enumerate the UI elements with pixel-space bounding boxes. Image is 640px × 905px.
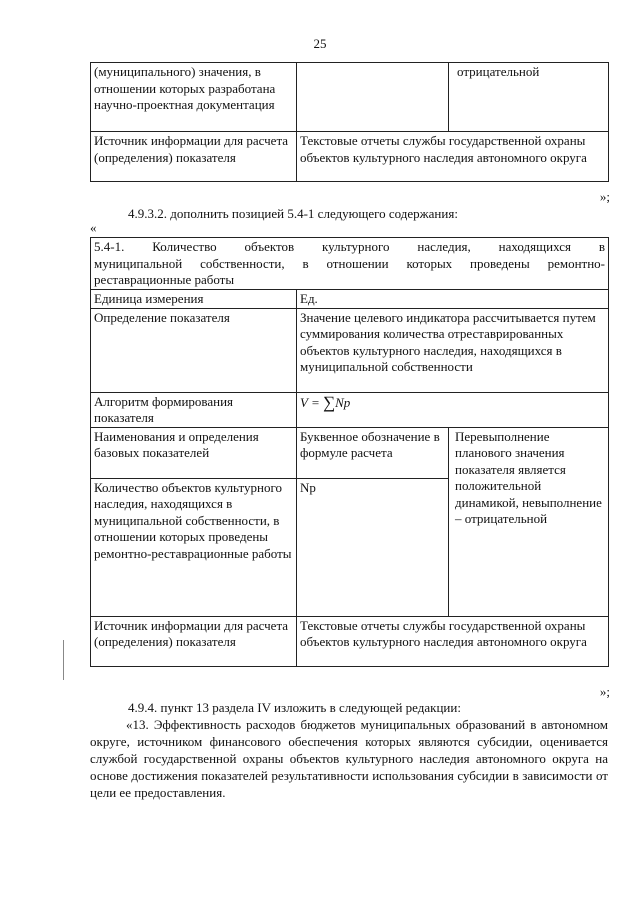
table-row: [91, 392, 609, 427]
table-cell: Ед.: [297, 290, 609, 309]
table-row: [91, 308, 609, 392]
amendment-4-9-3-2: 4.9.3.2. дополнить позицией 5.4-1 следующего содержания:: [128, 206, 458, 221]
indicator-title-rest: муниципальной собственности, в отношении которых проведены ремонтно-реставрационные работы: [94, 255, 605, 287]
indicator-table-5-4-1: [90, 237, 609, 667]
formula: V = ∑Np: [300, 392, 351, 412]
table-cell: Источник информации для расчета (определения) показателя: [91, 132, 297, 182]
closing-quote-mark: »;: [599, 189, 610, 204]
table-cell: Алгоритм формирования показателя: [91, 392, 297, 427]
table-cell: Текстовые отчеты службы государственной охраны объектов культурного наследия автономного округа: [297, 132, 609, 182]
table-cell: Np: [297, 478, 449, 616]
table-cell: Наименования и определения базовых показателей: [91, 427, 297, 478]
table-cell: Значение целевого индикатора рассчитывается путем суммирования количества отреставрированных объектов культурного наследия, находящихся в муниципальной собственности: [297, 308, 609, 392]
amendment-4-9-4: 4.9.4. пункт 13 раздела IV изложить в следующей редакции:: [128, 700, 461, 715]
sum-symbol: ∑: [322, 392, 336, 412]
table-row: [91, 132, 609, 182]
page-number: 25: [313, 36, 327, 51]
table-row: [91, 616, 609, 666]
table-row: [91, 238, 609, 290]
table-cell: Единица измерения: [91, 290, 297, 309]
indicator-title-line1: 5.4-1. Количество объектов культурного наследия, находящихся в: [94, 239, 605, 254]
evaluation-note-cell: Перевыполнение планового значения показателя является положительной динамикой, невыполнение – отрицательной: [449, 427, 609, 616]
table-row: [91, 427, 609, 478]
formula-cell: [297, 392, 609, 427]
margin-line: [63, 640, 64, 680]
indicator-table-continuation: [90, 62, 609, 182]
table-cell: Текстовые отчеты службы государственной охраны объектов культурного наследия автономного округа: [297, 616, 609, 666]
table-cell: Количество объектов культурного наследия, находящихся в муниципальной собственности, в отношении которых проведены ремонтно-реставрационные работы: [91, 478, 297, 616]
table-row: [91, 63, 609, 132]
table-cell: отрицательной: [449, 63, 609, 132]
paragraph-13: «13. Эффективность расходов бюджетов муниципальных образований в автономном округе, источником финансового обеспечения которых являются субсидии, оценивается службой государственной охраны объектов культурного наследия автономного округа на основе достижения показателей результативности использования субсидии в зависимости от цели ее предоставления.: [90, 717, 608, 800]
indicator-title-cell: [91, 238, 609, 290]
table-row: [91, 290, 609, 309]
table-cell: [297, 63, 449, 132]
table-cell: Источник информации для расчета (определения) показателя: [91, 616, 297, 666]
table-cell: Определение показателя: [91, 308, 297, 392]
table-cell: (муниципального) значения, в отношении которых разработана научно-проектная документация: [91, 63, 297, 132]
opening-quote-mark: «: [90, 220, 97, 235]
table-cell: Буквенное обозначение в формуле расчета: [297, 427, 449, 478]
closing-quote-mark: »;: [599, 684, 610, 699]
